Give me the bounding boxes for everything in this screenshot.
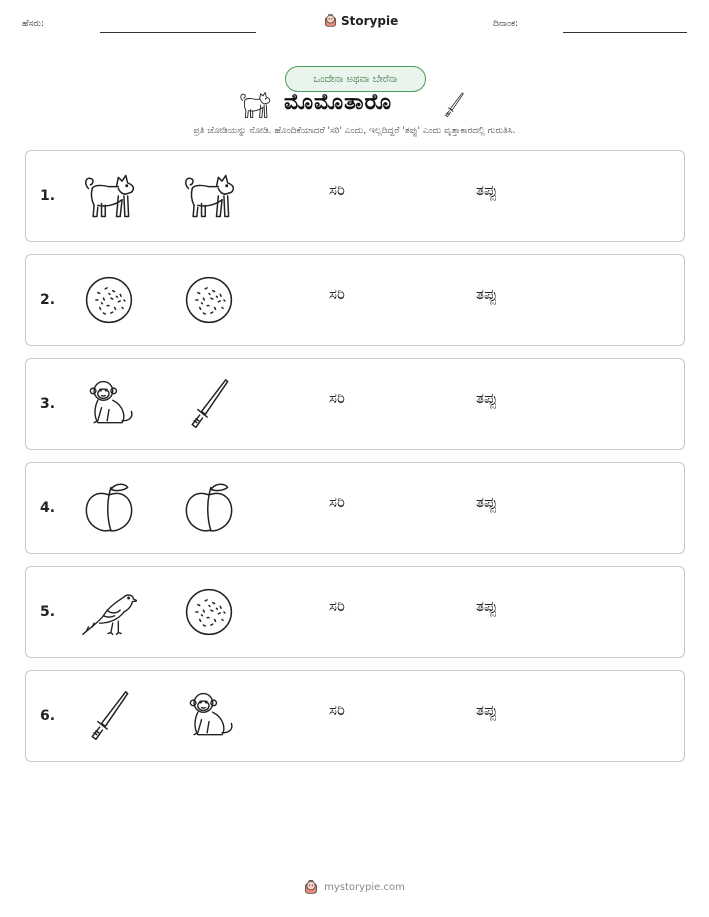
dog-icon (81, 167, 137, 225)
brand-name: Storypie (341, 13, 399, 28)
worksheet-header (0, 0, 709, 50)
rice-cake-icon (181, 271, 237, 329)
storypie-logo-icon (304, 879, 318, 895)
worksheet-type-badge: ಒಂದೇನಾ ಅಥವಾ ಬೇರೆನಾ (285, 66, 426, 92)
monkey-icon (81, 375, 137, 433)
option-wrong[interactable]: ತಪ್ಪು (476, 597, 498, 615)
dog-icon (238, 88, 272, 122)
sword-icon (181, 375, 237, 433)
name-label: ಹೆಸರು: (22, 19, 45, 29)
question-card (25, 254, 685, 346)
monkey-icon (181, 687, 237, 745)
question-number: 4. (40, 500, 56, 516)
rice-cake-icon (81, 271, 137, 329)
instructions: ಪ್ರತಿ ಜೋಡಿಯನ್ನು ನೋಡಿ. ಹೊಂದಿಕೆಯಾದರೆ 'ಸರಿ' ಎಂದು, ಇಲ್ಲದಿದ್ದರೆ 'ತಪ್ಪು' ಎಂದು ವೃತ್ತಾಕಾರದಲ್ಲಿ ಗುರುತಿಸಿ. (193, 126, 516, 136)
storypie-logo-icon (324, 13, 337, 28)
brand (324, 13, 398, 28)
option-correct[interactable]: ಸರಿ (329, 389, 345, 407)
sword-icon (81, 687, 137, 745)
name-field-line[interactable] (100, 32, 256, 33)
option-wrong[interactable]: ತಪ್ಪು (476, 285, 498, 303)
option-correct[interactable]: ಸರಿ (329, 597, 345, 615)
footer (0, 879, 709, 895)
question-card (25, 566, 685, 658)
question-number: 5. (40, 604, 56, 620)
question-card (25, 150, 685, 242)
peach-icon (181, 479, 237, 537)
question-number: 2. (40, 292, 56, 308)
dog-icon (181, 167, 237, 225)
option-correct[interactable]: ಸರಿ (329, 493, 345, 511)
date-label: ದಿನಾಂಕ: (493, 19, 519, 29)
option-wrong[interactable]: ತಪ್ಪು (476, 701, 498, 719)
question-number: 6. (40, 708, 56, 724)
option-wrong[interactable]: ತಪ್ಪು (476, 181, 498, 199)
option-correct[interactable]: ಸರಿ (329, 181, 345, 199)
date-field-line[interactable] (563, 32, 687, 33)
footer-site: mystorypie.com (324, 881, 405, 893)
question-number: 1. (40, 188, 56, 204)
option-wrong[interactable]: ತಪ್ಪು (476, 389, 498, 407)
pheasant-icon (81, 583, 137, 641)
worksheet-title: ಮೊಮೊತಾರೊ (284, 90, 393, 115)
question-card (25, 462, 685, 554)
sword-icon (440, 90, 468, 120)
rice-cake-icon (181, 583, 237, 641)
question-card (25, 670, 685, 762)
option-correct[interactable]: ಸರಿ (329, 285, 345, 303)
peach-icon (81, 479, 137, 537)
question-card (25, 358, 685, 450)
question-number: 3. (40, 396, 56, 412)
option-correct[interactable]: ಸರಿ (329, 701, 345, 719)
option-wrong[interactable]: ತಪ್ಪು (476, 493, 498, 511)
